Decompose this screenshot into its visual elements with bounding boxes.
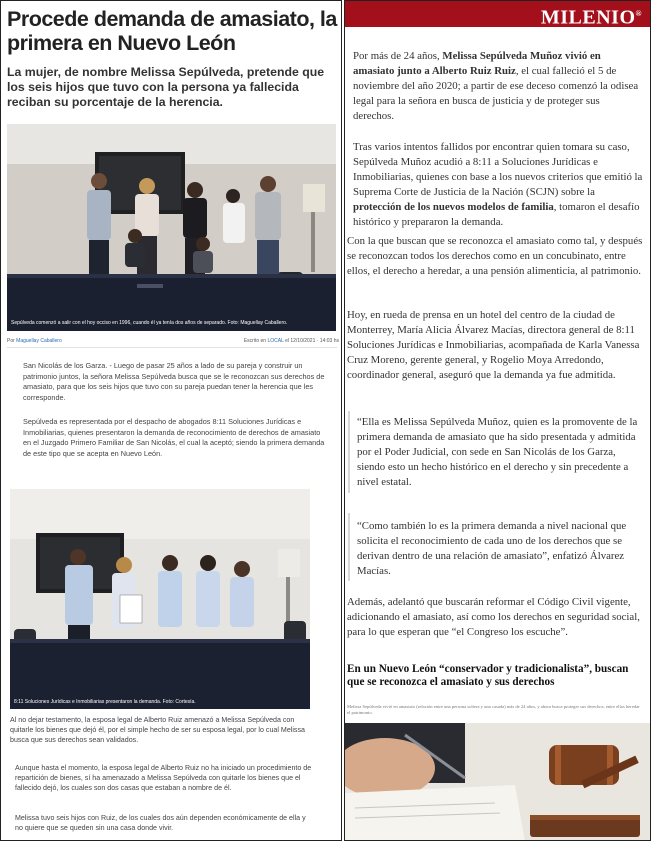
- body-paragraph-4: Aunque hasta el momento, la esposa legal de Alberto Ruiz no ha iniciado un procedimiento de repartición de bienes, sí ha amenazado a Melissa Sepúlveda con quitarle los bienes que el fallecido dejó, los cuales son dos casas que estaban a nombre de él.: [15, 764, 312, 793]
- related-article-summary: Melissa Sepúlveda vivió en amasiato (relación entre una persona soltera y una casada) más de 24 años, y ahora busca proteger sus derechos, entre ellos heredar el patrimonio.: [347, 704, 640, 715]
- related-article-photo[interactable]: [345, 723, 650, 841]
- right-paragraph-2: [353, 140, 645, 230]
- body-paragraph-1: San Nicolás de los Garza. - Luego de pasar 25 años a lado de su pareja y construir un patrimonio juntos, la señora Melissa Sepúlveda busca que se le reconozcan sus derechos de amasiato, para que los seis hijos que tuvo con su pareja puedan tener la herencia que les corresponde.: [23, 361, 325, 402]
- p1-text-bold: Melissa Sepúlveda Muñoz vivió en amasiato junto a Alberto Ruiz Ruiz: [353, 50, 601, 77]
- byline: [7, 338, 147, 345]
- p1-text-a: Por más de 24 años,: [353, 50, 443, 62]
- right-paragraph-3: Con la que buscan que se reconozca el amasiato como tal, y después se reconozcan todos los derechos como en un concubinato, entre ellos, el derecho a heredar, a una pensión alimenticia, al patrimonio.: [347, 235, 643, 277]
- p2-text-a: Tras varios intentos fallidos por encontrar quien tomara su caso, Sepúlveda Muñoz acudió a 8:11 a Soluciones Jurídicas e Inmobiliarias, quienes con base a los nuevos criterios que emitió la Suprema Corte de Justicia de la Nación (SCJN) sobre la: [353, 141, 643, 198]
- registered-mark: ®: [635, 9, 642, 18]
- article-meta: [233, 338, 339, 345]
- milenio-logo-text: MILENIO: [540, 6, 636, 29]
- p1-text-c: , el cual falleció el 5 de noviembre del año 2020; a partir de ese deceso comenzó la odisea legal para la señora en busca de justicia y de proteger sus derechos.: [353, 65, 639, 122]
- article-timestamp: el 12/10/2021 · 14:03 hs: [285, 338, 339, 344]
- photo-law-firm-team: [10, 489, 310, 709]
- photo-press-conference-image: [7, 124, 336, 331]
- right-paragraph-5: Además, adelantó que buscarán reformar el Código Civil vigente, adicionando el amasiato, así como los derechos en seguridad social, para lo que esperan que “el Congreso los escuche”.: [347, 596, 640, 638]
- body-paragraph-5: Melissa tuvo seis hijos con Ruiz, de los cuales dos aún dependen económicamente de ella y no quiere que se queden sin una casa donde vivir.: [15, 814, 306, 833]
- photo1-caption: Sepúlveda comenzó a salir con el hoy occiso en 1996, cuando él ya tenía dos años de separado. Foto: Maguellay Caballero.: [11, 320, 288, 326]
- photo2-caption: 8:11 Soluciones Jurídicas e Inmobiliarias presentaron la demanda. Foto: Cortesía.: [14, 699, 196, 705]
- byline-label: Por: [7, 338, 15, 344]
- photo-law-firm-team-image: [10, 489, 310, 709]
- related-article-headline[interactable]: En un Nuevo León “conservador y tradicionalista”, buscan que se reconozca el amasiato y sus derechos: [347, 663, 629, 688]
- byline-author-link[interactable]: Maguellay Caballero: [16, 338, 62, 344]
- byline-divider: [7, 347, 337, 348]
- right-paragraph-1: [353, 49, 643, 124]
- section-label: Escrito en: [243, 338, 267, 344]
- milenio-logo[interactable]: [541, 3, 642, 29]
- section-link[interactable]: LOCAL: [267, 338, 284, 344]
- p2-text-c: , tomaron el desafío histórico y prepararon la demanda.: [353, 201, 640, 228]
- body-paragraph-2: Sepúlveda es representada por el despacho de abogados 8:11 Soluciones Jurídicas e Inmobiliarias, quienes presentaron la demanda de reconocimiento de derechos de amasiato en el Juzgado Primero Familiar de San Nicolás, el cual la aceptó; siendo la primera demanda de este tipo que se acepta en Nuevo León.: [23, 417, 325, 458]
- quote-1: “Ella es Melissa Sepúlveda Muñoz, quien es la promovente de la primera demanda de amasiato que ha sido presentada y admitida por el Poder Judicial, con sede en San Nicolás de los Garza, siendo esto un hecho histórico en el derecho y sin precedente a nivel estatal.: [357, 416, 638, 488]
- gavel-photo-image: [345, 723, 650, 841]
- photo-press-conference: [7, 124, 336, 331]
- right-paragraph-4: Hoy, en rueda de prensa en un hotel del centro de la ciudad de Monterrey, María Alicia Álvarez Macías, directora general de 8:11 Soluciones Jurídicas e Inmobiliarias, acompañada de Karla Vanessa Cruz Moreno, gerente general, y Rogelio Moya Arredondo, coordinador general, aseguró que la demanda ya fue admitida.: [347, 309, 640, 381]
- p2-text-bold: protección de los nuevos modelos de familia: [353, 201, 554, 213]
- article-subhead: La mujer, de nombre Melissa Sepúlveda, pretende que los seis hijos que tuvo con la persona ya fallecida reciban su porcentaje de la herencia.: [7, 65, 325, 109]
- right-article-panel: [344, 0, 651, 841]
- quote-bar-1: [348, 411, 350, 493]
- article-headline: Procede demanda de amasiato, la primera en Nuevo León: [7, 7, 337, 55]
- quote-2: “Como también lo es la primera demanda a nivel nacional que solicita el reconocimiento de cada uno de los derechos que se derivan dentro de una relación de amasiato”, enfatizó Álvarez Macías.: [357, 520, 627, 577]
- body-paragraph-3: Al no dejar testamento, la esposa legal de Alberto Ruiz amenazó a Melissa Sepúlveda con quitarle los bienes que dejó él, por el simple hecho de ser su esposa legal, por lo cual Melissa busca que sus derechos sean validados.: [10, 716, 305, 745]
- quote-bar-2: [348, 513, 350, 581]
